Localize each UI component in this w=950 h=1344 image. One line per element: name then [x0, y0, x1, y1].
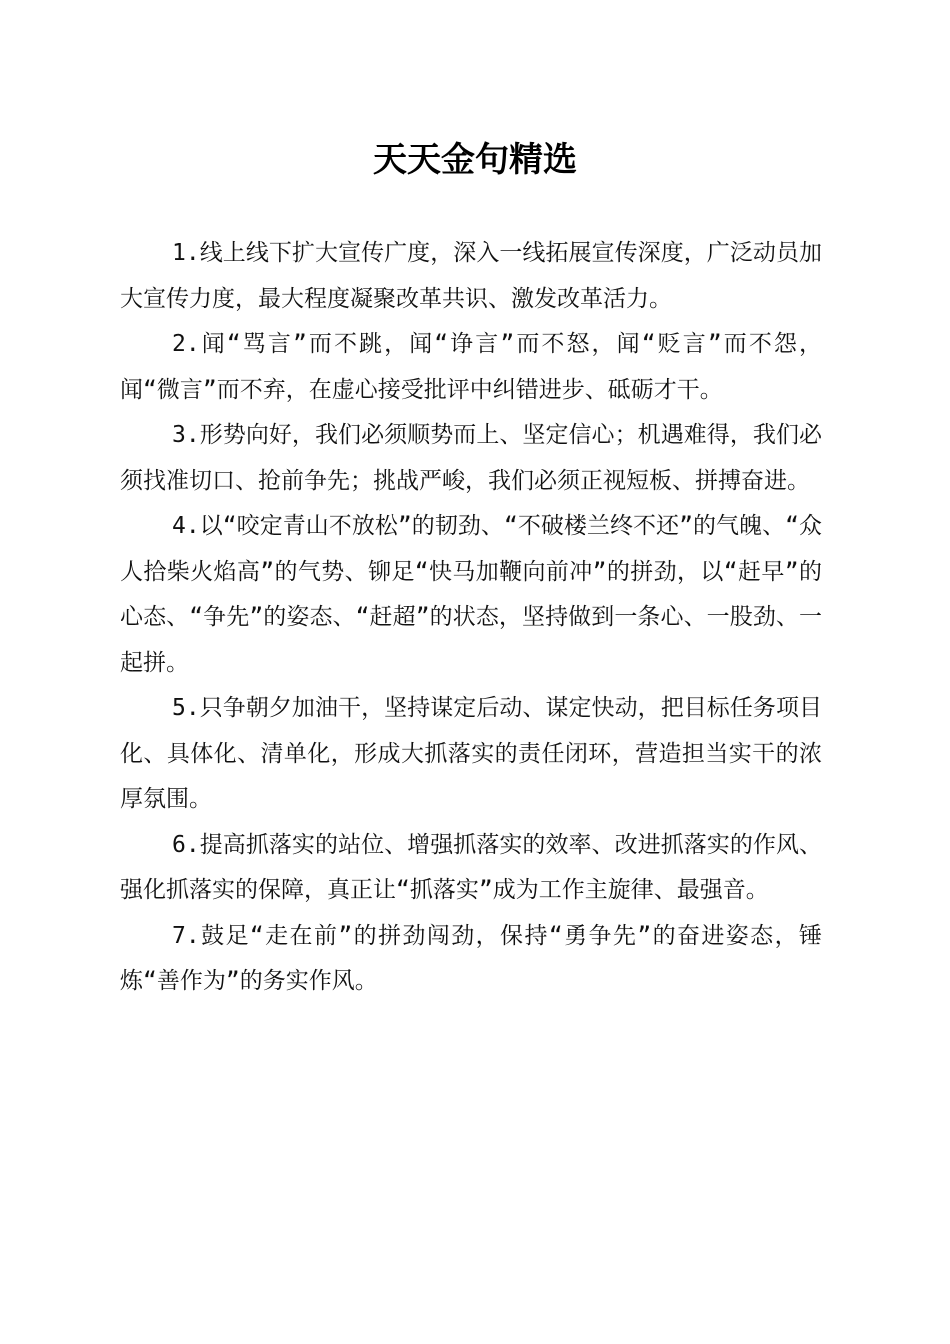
paragraph-3: 3.形势向好，我们必须顺势而上、坚定信心；机遇难得，我们必须找准切口、抢前争先；挑战严峻，我们必须正视短板、拼搏奋进。 — [120, 422, 822, 494]
document-title: 天天金句精选 — [373, 140, 577, 180]
document-body — [120, 231, 822, 1005]
paragraph-6: 6.提高抓落实的站位、增强抓落实的效率、改进抓落实的作风、强化抓落实的保障，真正让“抓落实”成为工作主旋律、最强音。 — [120, 831, 822, 903]
paragraph-7: 7.鼓足“走在前”的拼劲闯劲，保持“勇争先”的奋进姿态，锤炼“善作为”的务实作风。 — [120, 922, 822, 994]
paragraph-5: 5.只争朝夕加油干，坚持谋定后动、谋定快动，把目标任务项目化、具体化、清单化，形成大抓落实的责任闭环，营造担当实干的浓厚氛围。 — [120, 695, 822, 812]
paragraph-2: 2.闻“骂言”而不跳，闻“诤言”而不怒，闻“贬言”而不怨，闻“微言”而不弃，在虚心接受批评中纠错进步、砥砺才干。 — [120, 331, 822, 403]
paragraph-4: 4.以“咬定青山不放松”的韧劲、“不破楼兰终不还”的气魄、“众人拾柴火焰高”的气势、铆足“快马加鞭向前冲”的拼劲，以“赶早”的心态、“争先”的姿态、“赶超”的状态，坚持做到一条心、一股劲、一起拼。 — [120, 513, 822, 676]
paragraph-1: 1.线上线下扩大宣传广度，深入一线拓展宣传深度，广泛动员加大宣传力度，最大程度凝聚改革共识、激发改革活力。 — [120, 240, 822, 312]
